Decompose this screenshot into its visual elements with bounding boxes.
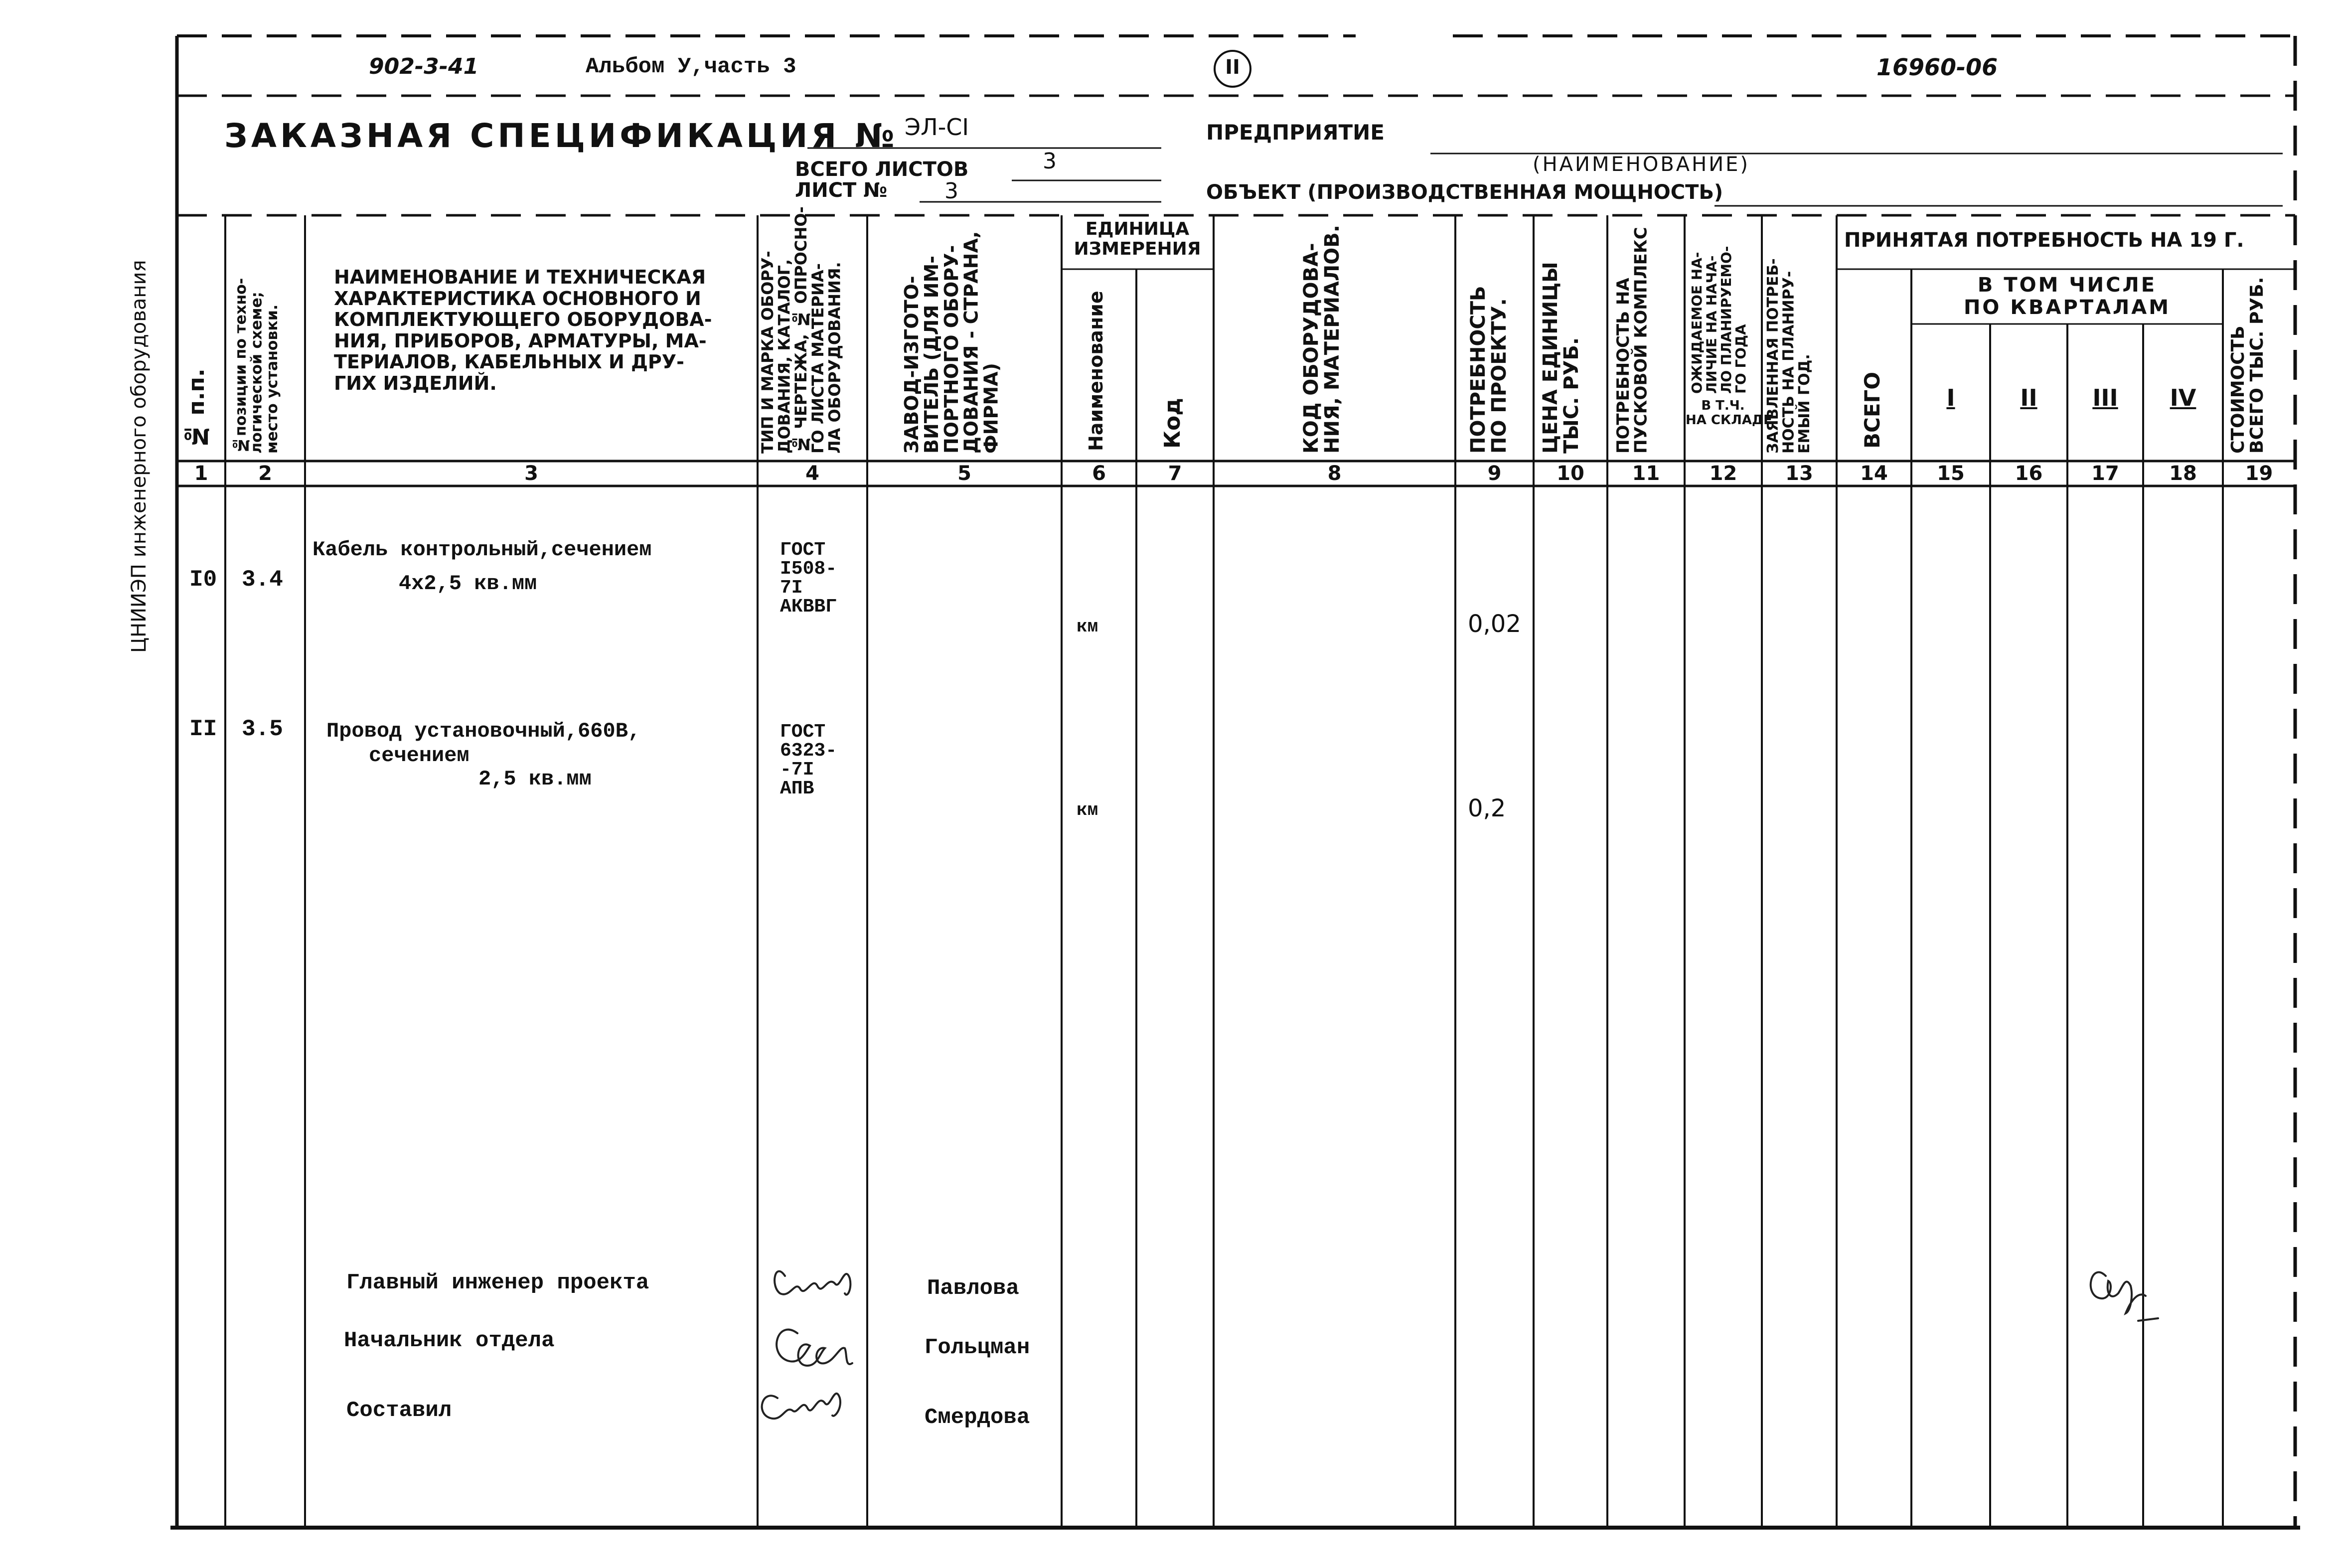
col-number: 3: [524, 462, 538, 485]
accepted-group-header: ПРИНЯТАЯ ПОТРЕБНОСТЬ НА 19 Г.: [1844, 229, 2244, 252]
enterprise-label: ПРЕДПРИЯТИЕ: [1206, 120, 1385, 145]
col-header-7: Код: [1160, 398, 1185, 449]
sheet-label: ЛИСТ №: [795, 179, 888, 202]
row-qty: 0,2: [1468, 794, 1506, 822]
col-header-2: №позиции по техно- логической схеме; место установки.: [232, 278, 281, 454]
col-header-12-sub: В Т.Ч. НА СКЛАДЕ: [1686, 398, 1772, 428]
col-header-6: Наименование: [1085, 291, 1107, 451]
row-unit: км: [1077, 617, 1098, 637]
col-header-1: № п.п.: [184, 368, 209, 449]
col-number: 12: [1709, 462, 1737, 485]
row-number: II: [189, 716, 217, 742]
col-header-16: II: [2020, 384, 2037, 411]
quarters-group-header: В ТОМ ЧИСЛЕ ПО КВАРТАЛАМ: [1963, 274, 2171, 319]
total-sheets-value: 3: [1043, 149, 1057, 174]
signature-name: Павлова: [927, 1276, 1019, 1301]
col-number: 14: [1860, 462, 1888, 485]
col-number: 5: [957, 462, 971, 485]
signature-approval: [2091, 1272, 2158, 1321]
row-position: 3.5: [242, 716, 283, 742]
row-number: I0: [189, 567, 217, 593]
col-number: 16: [2015, 462, 2043, 485]
col-header-9: ПОТРЕБНОСТЬ ПО ПРОЕКТУ.: [1467, 286, 1511, 454]
col-header-11: ПОТРЕБНОСТЬ НА ПУСКОВОЙ КОМПЛЕКС: [1613, 227, 1651, 454]
col-number: 6: [1092, 462, 1106, 485]
signature-role: Составил: [346, 1398, 452, 1423]
row-unit: км: [1077, 800, 1098, 820]
object-label: ОБЪЕКТ (ПРОИЗВОДСТВЕННАЯ МОЩНОСТЬ): [1206, 181, 1723, 204]
col-header-10: ЦЕНА ЕДИНИЦЫ ТЫС. РУБ.: [1539, 262, 1583, 454]
col-number: 4: [805, 462, 819, 485]
unit-group-header: ЕДИНИЦА ИЗМЕРЕНИЯ: [1074, 219, 1201, 260]
row-name-line2: сечением: [369, 744, 469, 768]
col-header-4: ТИП И МАРКА ОБОРУ- ДОВАНИЯ, КАТАЛОГ, № ЧЕРТЕЖА, № ОПРОСНО- ГО ЛИСТА МАТЕРИА- ЛА ОБОРУДОВАНИЯ.: [758, 206, 844, 454]
doc-number: 16960-06: [1876, 54, 1998, 81]
col-header-18: IV: [2170, 384, 2196, 411]
signature-role: Начальник отдела: [344, 1328, 555, 1353]
row-name-line2: 4х2,5 кв.мм: [399, 572, 537, 596]
col-header-3: НАИМЕНОВАНИЕ И ТЕХНИЧЕСКАЯ ХАРАКТЕРИСТИКА ОСНОВНОГО И КОМПЛЕКТУЮЩЕГО ОБОРУДОВА- НИЯ, ПРИБОРОВ, АРМАТУРЫ, МА- ТЕРИАЛОВ, КАБЕЛЬНЫХ И ДРУ- ГИХ ИЗДЕЛИЙ.: [334, 266, 712, 394]
col-header-12: ОЖИДАЕМОЕ НА- ЛИЧИЕ НА НАЧА- ЛО ПЛАНИРУЕМО- ГО ГОДА: [1689, 246, 1749, 394]
project-code: 902-3-41: [369, 54, 479, 79]
col-header-13: ЗАЯВЛЕННАЯ ПОТРЕБ- НОСТЬ НА ПЛАНИРУ- ЕМЫЙ ГОД.: [1764, 258, 1813, 454]
col-number: 11: [1632, 462, 1660, 485]
col-header-15: I: [1946, 384, 1955, 411]
col-number: 2: [258, 462, 272, 485]
signature-role: Главный инженер проекта: [346, 1270, 649, 1295]
signature-name: Гольцман: [925, 1335, 1030, 1360]
col-number: 1: [194, 462, 208, 485]
spec-number: ЭЛ-СI: [905, 114, 969, 141]
signature-name: Смердова: [925, 1405, 1030, 1430]
col-number: 10: [1557, 462, 1584, 485]
section-mark: II: [1225, 56, 1240, 79]
col-number: 8: [1327, 462, 1342, 485]
col-number: 9: [1487, 462, 1502, 485]
col-header-5: ЗАВОД-ИЗГОТО- ВИТЕЛЬ (ДЛЯ ИМ- ПОРТНОГО ОБОРУ- ДОВАНИЯ - СТРАНА, ФИРМА): [901, 231, 1002, 454]
row-position: 3.4: [242, 567, 283, 593]
row-name-line1: Провод установочный,660В,: [326, 719, 641, 743]
col-header-19: СТОИМОСТЬ ВСЕГО ТЫС. РУБ.: [2228, 277, 2267, 454]
col-number: 15: [1937, 462, 1965, 485]
col-header-8: КОД ОБОРУДОВА- НИЯ, МАТЕРИАЛОВ.: [1300, 225, 1344, 454]
col-header-14: ВСЕГО: [1860, 372, 1884, 449]
col-number: 17: [2091, 462, 2119, 485]
col-number: 19: [2245, 462, 2273, 485]
enterprise-caption: (НАИМЕНОВАНИЕ): [1533, 153, 1750, 176]
row-qty: 0,02: [1468, 610, 1521, 638]
album-label: Альбом У,часть 3: [586, 54, 796, 79]
total-sheets-label: ВСЕГО ЛИСТОВ: [795, 158, 969, 181]
row-name-line3: 2,5 кв.мм: [478, 767, 592, 791]
col-number: 13: [1785, 462, 1813, 485]
signature-smerdova: [762, 1394, 840, 1418]
col-header-17: III: [2092, 384, 2118, 411]
row-name-line1: Кабель контрольный,сечением: [312, 538, 652, 562]
row-type: ГОСТ 6323- -7I АПВ: [780, 721, 837, 799]
col-number: 7: [1168, 462, 1182, 485]
sheet-value: 3: [944, 178, 958, 204]
signature-pavlova: [775, 1271, 850, 1295]
side-label: ЦНИИЭП инженерного оборудования: [128, 260, 151, 653]
signature-goltsman: [777, 1330, 852, 1366]
spec-title: ЗАКАЗНАЯ СПЕЦИФИКАЦИЯ №: [224, 117, 898, 155]
col-number: 18: [2169, 462, 2197, 485]
row-type: ГОСТ I508- 7I АКВВГ: [780, 539, 837, 618]
